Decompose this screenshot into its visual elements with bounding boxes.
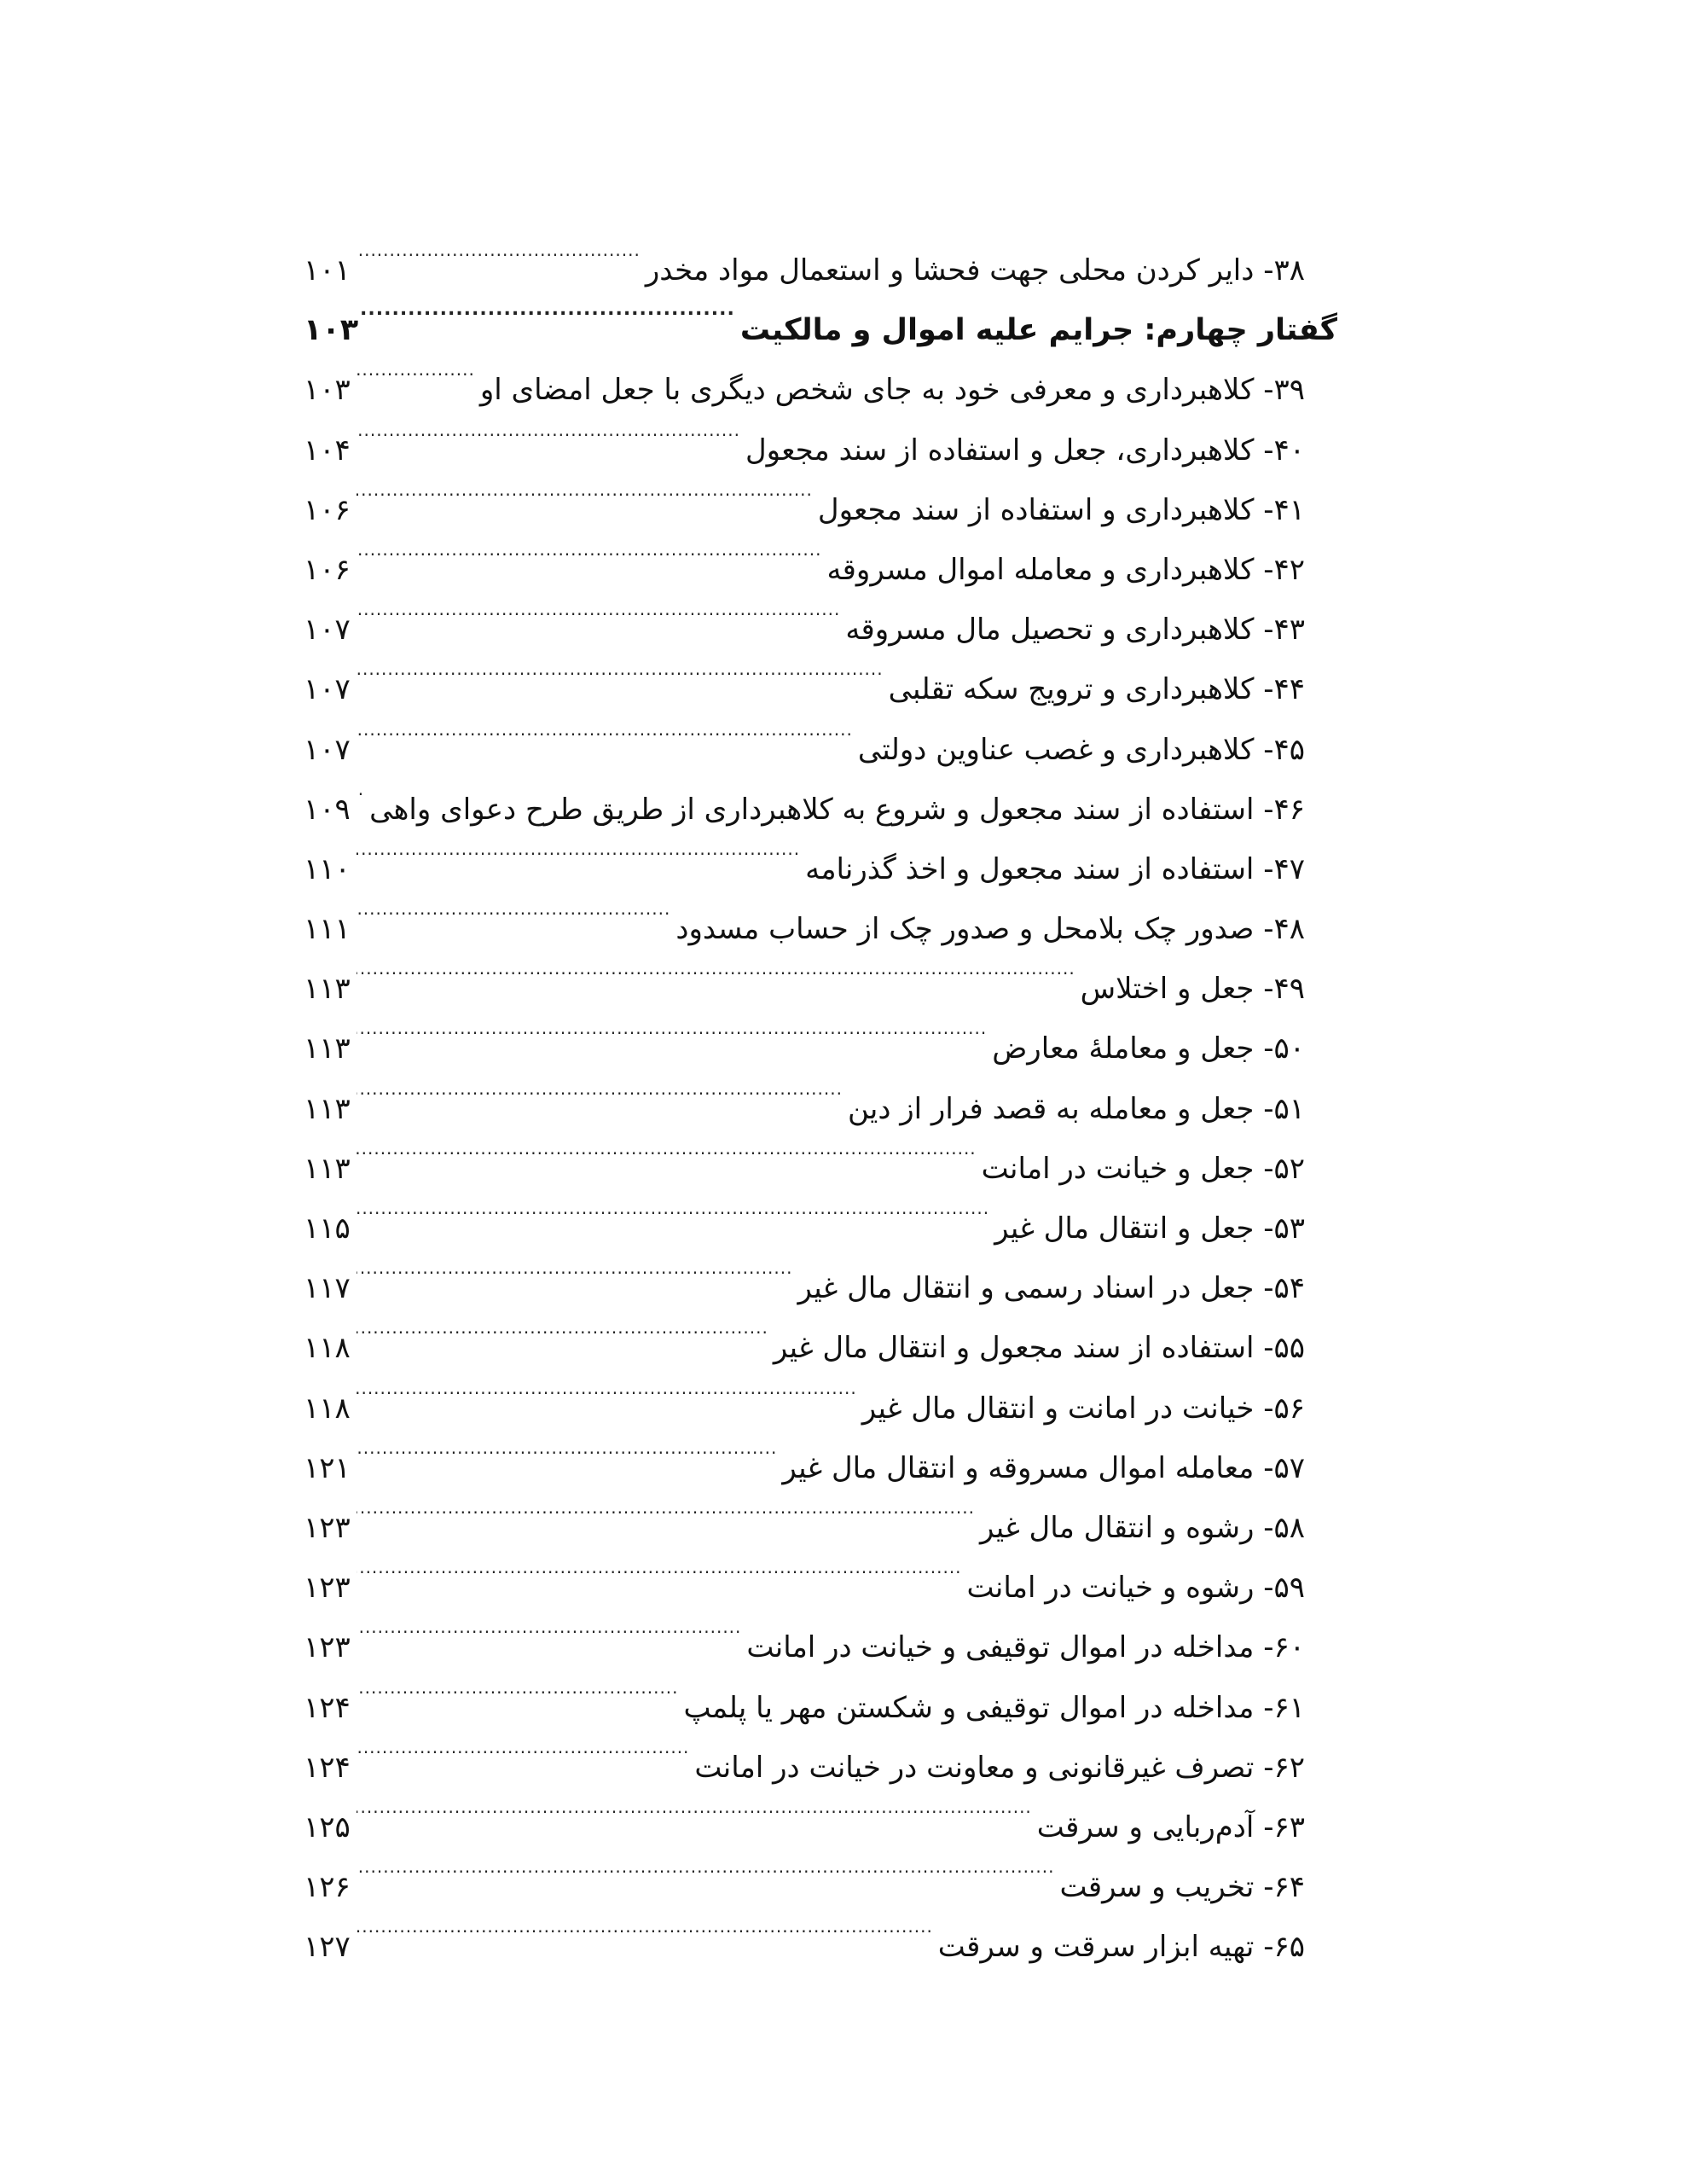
toc-entry-number: ۴۵ xyxy=(1273,732,1305,767)
toc-entry-text: کلاهبرداری و تحصیل مال مسروقه xyxy=(845,613,1255,648)
toc-entry-text: تهیه ابزار سرقت و سرقت xyxy=(937,1930,1255,1965)
dot-leader xyxy=(357,400,740,460)
dot-leader xyxy=(357,759,364,819)
toc-entry-number: ۵۴ xyxy=(1273,1271,1305,1306)
toc-entry-number: ۴۲ xyxy=(1273,552,1305,587)
toc-entry-text: تخریب و سرقت xyxy=(1059,1870,1255,1905)
dot-leader xyxy=(357,1178,989,1238)
toc-entry-number: ۴۹ xyxy=(1273,972,1305,1007)
toc-entry-text: جعل و اختلاس xyxy=(1080,972,1255,1007)
toc-entry-title xyxy=(982,1139,1305,1199)
toc-entry-text: رشوه و خیانت در امانت xyxy=(966,1571,1255,1606)
number-separator: - xyxy=(1254,253,1274,288)
toc-page-number: ۱۱۳ xyxy=(304,1151,351,1186)
toc-page-number: ۱۰۶ xyxy=(304,552,351,587)
dot-leader xyxy=(357,579,840,639)
toc-entry-number: ۶۳ xyxy=(1273,1809,1305,1844)
dot-leader xyxy=(357,1478,975,1537)
toc-page-number: ۱۱۸ xyxy=(304,1331,351,1366)
number-separator: - xyxy=(1254,433,1274,468)
toc-page-number: ۱۲۳ xyxy=(304,1571,351,1606)
toc-entry-number: ۴۶ xyxy=(1273,792,1305,827)
dot-leader xyxy=(357,998,987,1058)
toc-entry-number: ۵۳ xyxy=(1273,1211,1305,1246)
toc-entry-number: ۵۶ xyxy=(1273,1391,1305,1426)
toc-page-number: ۱۰۶ xyxy=(304,492,351,527)
number-separator: - xyxy=(1254,972,1274,1007)
dot-leader xyxy=(357,1358,857,1418)
toc-page-number: ۱۱۰ xyxy=(304,851,351,886)
toc-entry-title xyxy=(980,1498,1305,1558)
section-heading-title: گفتار چهارم: جرایم علیه اموال و مالکیت xyxy=(739,313,1337,348)
toc-entry-text: کلاهبرداری و معامله اموال مسروقه xyxy=(826,552,1255,587)
number-separator: - xyxy=(1254,1271,1274,1306)
toc-page-number: ۱۰۹ xyxy=(304,792,351,827)
dot-leader xyxy=(357,1837,1054,1896)
toc-page-number: ۱۱۱ xyxy=(304,912,351,947)
number-separator: - xyxy=(1254,1750,1274,1785)
toc-page-number: ۱۰۷ xyxy=(304,732,351,767)
toc-entry-text: معامله اموال مسروقه و انتقال مال غیر xyxy=(782,1450,1255,1485)
toc-entry-text: کلاهبرداری، جعل و استفاده از سند مجعول xyxy=(745,433,1255,468)
toc-entry-text: مداخله در اموال توقیفی و شکستن مهر یا پلمپ xyxy=(683,1690,1255,1725)
toc-entry-number: ۴۳ xyxy=(1273,613,1305,648)
toc-page-number: ۱۲۶ xyxy=(304,1870,351,1905)
toc-entry-title xyxy=(746,1618,1305,1677)
number-separator: - xyxy=(1254,1391,1274,1426)
toc-entry-text: استفاده از سند مجعول و انتقال مال غیر xyxy=(773,1331,1255,1366)
number-separator: - xyxy=(1254,1870,1274,1905)
toc-entry-text: کلاهبرداری و معرفی خود به جای شخص دیگری با جعل امضای او xyxy=(479,373,1255,408)
toc-entry-title xyxy=(818,480,1305,540)
number-separator: - xyxy=(1254,1031,1274,1066)
dot-leader xyxy=(357,1118,977,1178)
number-separator: - xyxy=(1254,1510,1274,1545)
toc-entry-number: ۵۵ xyxy=(1273,1331,1305,1366)
toc-page-number: ۱۲۴ xyxy=(304,1690,351,1725)
toc-entry-title xyxy=(684,1678,1305,1738)
toc-page-number: ۱۲۳ xyxy=(304,1630,351,1665)
dot-leader xyxy=(357,1238,792,1298)
toc-entry-title xyxy=(858,720,1305,780)
toc-entry-title xyxy=(1059,1857,1305,1917)
dot-leader xyxy=(357,340,475,399)
toc-entry-number: ۶۵ xyxy=(1273,1930,1305,1965)
toc-entry-text: جعل و خیانت در امانت xyxy=(981,1151,1255,1186)
toc-entry-text: تصرف غیرقانونی و معاونت در خیانت در امانت xyxy=(694,1750,1255,1785)
toc-page-number: ۱۲۵ xyxy=(304,1809,351,1844)
toc-page-number: ۱۲۴ xyxy=(304,1750,351,1785)
toc-entry-title xyxy=(889,659,1305,719)
dot-leader xyxy=(357,460,813,520)
number-separator: - xyxy=(1254,1630,1274,1665)
toc-entry-number: ۵۸ xyxy=(1273,1510,1305,1545)
toc-entry-number: ۴۷ xyxy=(1273,851,1305,886)
toc-entry-text: دایر کردن محلی جهت فحشا و استعمال مواد مخدر xyxy=(645,253,1255,288)
toc-entry-text: جعل و معاملهٔ معارض xyxy=(992,1031,1255,1066)
toc-entry-text: خیانت در امانت و انتقال مال غیر xyxy=(861,1391,1255,1426)
toc-entry-title xyxy=(862,1379,1305,1438)
number-separator: - xyxy=(1254,851,1274,886)
toc-entry-title xyxy=(797,1258,1305,1318)
toc-entry-title xyxy=(646,241,1305,300)
number-separator: - xyxy=(1254,1690,1274,1725)
dot-leader xyxy=(360,280,735,340)
number-separator: - xyxy=(1254,613,1274,648)
toc-entry-title xyxy=(1081,959,1305,1019)
number-separator: - xyxy=(1254,1211,1274,1246)
toc-entry-number: ۴۴ xyxy=(1273,672,1305,707)
toc-page-number: ۱۰۳ xyxy=(304,373,351,408)
toc-entry-text: جعل و انتقال مال غیر xyxy=(994,1211,1255,1246)
dot-leader xyxy=(357,819,800,879)
toc-entry-number: ۵۱ xyxy=(1273,1091,1305,1126)
number-separator: - xyxy=(1254,732,1274,767)
dot-leader xyxy=(357,938,1075,998)
toc-entry-title xyxy=(1037,1798,1305,1857)
toc-entry-number: ۳۸ xyxy=(1273,253,1305,288)
dot-leader xyxy=(357,1537,962,1597)
dot-leader xyxy=(357,1658,679,1717)
toc-page-number: ۱۰۳ xyxy=(304,313,359,348)
toc-entry-title xyxy=(845,600,1305,659)
number-separator: - xyxy=(1254,1091,1274,1126)
number-separator: - xyxy=(1254,1331,1274,1366)
toc-page-number: ۱۱۷ xyxy=(304,1271,351,1306)
number-separator: - xyxy=(1254,1930,1274,1965)
toc-entry-number: ۵۰ xyxy=(1273,1031,1305,1066)
toc-entry-title xyxy=(938,1917,1305,1977)
toc-entry-text: کلاهبرداری و غصب عناوین دولتی xyxy=(857,732,1255,767)
number-separator: - xyxy=(1254,373,1274,408)
dot-leader xyxy=(357,700,853,759)
number-separator: - xyxy=(1254,792,1274,827)
dot-leader xyxy=(357,1597,741,1657)
toc-entry-text: رشوه و انتقال مال غیر xyxy=(979,1510,1255,1545)
number-separator: - xyxy=(1254,492,1274,527)
toc-entry-text: جعل و معامله به قصد فرار از دین xyxy=(847,1091,1255,1126)
toc-page-number: ۱۱۳ xyxy=(304,1091,351,1126)
toc-entry-number: ۵۹ xyxy=(1273,1571,1305,1606)
dot-leader xyxy=(357,639,884,699)
toc-entry-number: ۶۰ xyxy=(1273,1630,1305,1665)
toc-page-number: ۱۰۷ xyxy=(304,613,351,648)
number-separator: - xyxy=(1254,1151,1274,1186)
toc-entry-text: آدم‌ربایی و سرقت xyxy=(1036,1809,1255,1844)
toc-page-number: ۱۱۵ xyxy=(304,1211,351,1246)
dot-leader xyxy=(357,1418,777,1478)
dot-leader xyxy=(357,1896,933,1956)
number-separator: - xyxy=(1254,672,1274,707)
toc-entry-number: ۳۹ xyxy=(1273,373,1305,408)
toc-entry-number: ۴۸ xyxy=(1273,912,1305,947)
toc-entry-text: استفاده از سند مجعول و اخذ گذرنامه xyxy=(805,851,1255,886)
toc-entry-title xyxy=(745,421,1305,480)
toc-entry-number: ۴۱ xyxy=(1273,492,1305,527)
toc-page-number: ۱۲۳ xyxy=(304,1510,351,1545)
toc-entry-number: ۵۲ xyxy=(1273,1151,1305,1186)
dot-leader xyxy=(357,1298,768,1357)
dot-leader xyxy=(357,1777,1032,1837)
toc-entry-number: ۵۷ xyxy=(1273,1450,1305,1485)
toc-entry-number: ۴۰ xyxy=(1273,433,1305,468)
toc-entry-number: ۶۱ xyxy=(1273,1690,1305,1725)
number-separator: - xyxy=(1254,912,1274,947)
number-separator: - xyxy=(1254,1450,1274,1485)
toc-entry-text: صدور چک بلامحل و صدور چک از حساب مسدود xyxy=(675,912,1255,947)
toc-entry-text: مداخله در اموال توقیفی و خیانت در امانت xyxy=(746,1630,1255,1665)
toc-entry-title xyxy=(992,1019,1305,1078)
dot-leader xyxy=(357,220,641,280)
dot-leader xyxy=(357,879,670,938)
toc-entry-title xyxy=(805,839,1305,899)
toc-page-number: ۱۱۳ xyxy=(304,972,351,1007)
dot-leader xyxy=(357,1059,843,1118)
toc-entry-text: کلاهبرداری و ترویج سکه تقلبی xyxy=(888,672,1255,707)
toc-entry-text: کلاهبرداری و استفاده از سند مجعول xyxy=(817,492,1255,527)
toc-entry-title xyxy=(826,540,1305,600)
toc-page-number: ۱۱۸ xyxy=(304,1391,351,1426)
toc-page-number: ۱۰۷ xyxy=(304,672,351,707)
number-separator: - xyxy=(1254,552,1274,587)
dot-leader xyxy=(357,520,821,579)
toc-entry-title xyxy=(994,1199,1305,1258)
number-separator: - xyxy=(1254,1571,1274,1606)
toc-page-number: ۱۱۳ xyxy=(304,1031,351,1066)
toc-page-number: ۱۲۷ xyxy=(304,1930,351,1965)
table-of-contents xyxy=(304,220,1337,1965)
toc-entry-title xyxy=(967,1558,1305,1618)
toc-entry-number: ۶۴ xyxy=(1273,1870,1305,1905)
toc-entry-text: استفاده از سند مجعول و شروع به کلاهبرداری از طریق طرح دعوای واهی xyxy=(369,792,1255,827)
toc-entry[interactable] xyxy=(304,220,1337,288)
dot-leader xyxy=(357,1717,689,1777)
toc-entry-number: ۶۲ xyxy=(1273,1750,1305,1785)
toc-entry-text: جعل در اسناد رسمی و انتقال مال غیر xyxy=(797,1271,1255,1306)
toc-page-number: ۱۲۱ xyxy=(304,1450,351,1485)
toc-page-number: ۱۰۱ xyxy=(304,253,351,288)
number-separator: - xyxy=(1254,1809,1274,1844)
toc-page-number: ۱۰۴ xyxy=(304,433,351,468)
